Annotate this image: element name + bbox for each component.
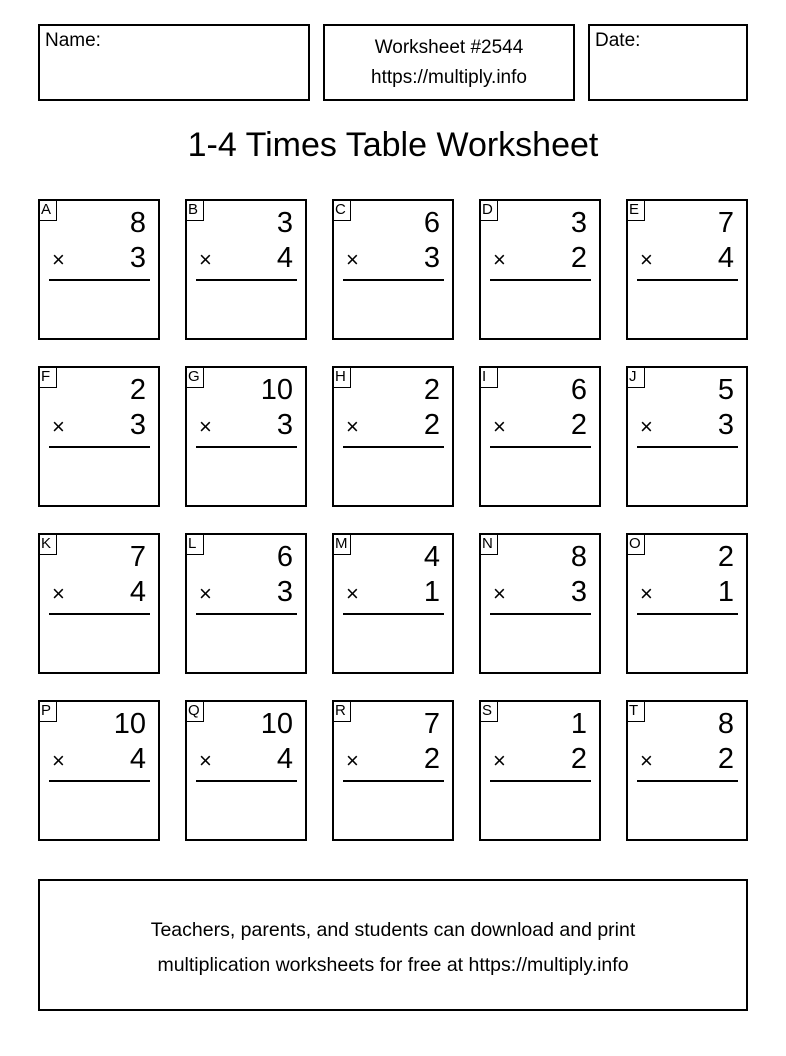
multiplier: 3 (129, 242, 146, 274)
multiplier: 1 (717, 576, 734, 608)
problem-card-p[interactable] (38, 700, 160, 841)
multiplicand: 1 (570, 708, 587, 740)
worksheet-url: https://multiply.info (371, 67, 527, 88)
multiplicand: 10 (260, 374, 293, 406)
problem-letter: F (38, 366, 57, 388)
multiply-operator: × (493, 581, 506, 606)
answer-line (343, 613, 444, 615)
worksheet-number: Worksheet #2544 (374, 37, 524, 58)
multiply-operator: × (493, 247, 506, 272)
problem-card-l[interactable] (185, 533, 307, 674)
multiplicand: 3 (276, 207, 293, 239)
answer-line (196, 279, 297, 281)
problem-letter: I (479, 366, 498, 388)
answer-line (196, 446, 297, 448)
problem-letter: J (626, 366, 645, 388)
multiplier: 3 (276, 409, 293, 441)
problem-letter: G (185, 366, 204, 388)
problem-letter: K (38, 533, 57, 555)
date-label: Date: (595, 30, 641, 51)
problem-letter: M (332, 533, 351, 555)
problem-card-e[interactable] (626, 199, 748, 340)
multiply-operator: × (346, 748, 359, 773)
multiply-operator: × (640, 414, 653, 439)
multiplier: 4 (129, 576, 146, 608)
problem-card-m[interactable] (332, 533, 454, 674)
problem-card-k[interactable] (38, 533, 160, 674)
multiplicand: 2 (717, 541, 734, 573)
footer-box (38, 879, 748, 1011)
multiplicand: 2 (423, 374, 440, 406)
answer-line (196, 780, 297, 782)
multiplicand: 7 (129, 541, 146, 573)
multiplier: 2 (570, 242, 587, 274)
problem-card-a[interactable] (38, 199, 160, 340)
multiplier: 2 (423, 409, 440, 441)
multiplicand: 4 (423, 541, 440, 573)
problem-letter: B (185, 199, 204, 221)
name-label: Name: (45, 30, 101, 51)
multiplicand: 3 (570, 207, 587, 239)
multiplicand: 7 (717, 207, 734, 239)
multiplier: 2 (717, 743, 734, 775)
multiplicand: 2 (129, 374, 146, 406)
problem-card-f[interactable] (38, 366, 160, 507)
footer-text (40, 913, 746, 983)
multiply-operator: × (52, 414, 65, 439)
multiplier: 3 (276, 576, 293, 608)
answer-line (196, 613, 297, 615)
answer-line (343, 446, 444, 448)
multiplier: 2 (570, 409, 587, 441)
problem-letter: O (626, 533, 645, 555)
problem-letter: L (185, 533, 204, 555)
problem-card-c[interactable] (332, 199, 454, 340)
multiply-operator: × (199, 247, 212, 272)
answer-line (343, 780, 444, 782)
multiplier: 2 (570, 743, 587, 775)
problem-card-s[interactable] (479, 700, 601, 841)
multiply-operator: × (493, 414, 506, 439)
answer-line (49, 613, 150, 615)
multiply-operator: × (199, 581, 212, 606)
problem-card-j[interactable] (626, 366, 748, 507)
multiplicand: 6 (570, 374, 587, 406)
answer-line (637, 279, 738, 281)
multiplier: 3 (570, 576, 587, 608)
problem-card-g[interactable] (185, 366, 307, 507)
multiplier: 4 (276, 242, 293, 274)
answer-line (637, 780, 738, 782)
multiply-operator: × (346, 247, 359, 272)
problem-letter: R (332, 700, 351, 722)
answer-line (490, 613, 591, 615)
multiply-operator: × (493, 748, 506, 773)
multiply-operator: × (346, 414, 359, 439)
answer-line (49, 446, 150, 448)
problem-card-n[interactable] (479, 533, 601, 674)
page-title: 1-4 Times Table Worksheet (187, 126, 599, 164)
multiplicand: 8 (129, 207, 146, 239)
multiply-operator: × (52, 748, 65, 773)
multiplier: 3 (717, 409, 734, 441)
problem-letter: Q (185, 700, 204, 722)
multiplier: 4 (276, 743, 293, 775)
multiplicand: 10 (113, 708, 146, 740)
problem-letter: A (38, 199, 57, 221)
multiply-operator: × (640, 748, 653, 773)
problem-letter: P (38, 700, 57, 722)
problem-card-t[interactable] (626, 700, 748, 841)
multiplicand: 7 (423, 708, 440, 740)
problem-letter: N (479, 533, 498, 555)
problem-letter: H (332, 366, 351, 388)
answer-line (49, 279, 150, 281)
problem-card-o[interactable] (626, 533, 748, 674)
problem-card-i[interactable] (479, 366, 601, 507)
multiply-operator: × (346, 581, 359, 606)
multiplier: 1 (423, 576, 440, 608)
multiply-operator: × (199, 748, 212, 773)
multiplicand: 10 (260, 708, 293, 740)
problem-letter: T (626, 700, 645, 722)
multiplicand: 5 (717, 374, 734, 406)
multiplier: 4 (129, 743, 146, 775)
answer-line (490, 446, 591, 448)
problem-card-h[interactable] (332, 366, 454, 507)
multiplicand: 8 (717, 708, 734, 740)
problem-card-r[interactable] (332, 700, 454, 841)
multiply-operator: × (52, 247, 65, 272)
multiplicand: 6 (423, 207, 440, 239)
answer-line (490, 780, 591, 782)
answer-line (49, 780, 150, 782)
problem-letter: D (479, 199, 498, 221)
multiply-operator: × (640, 247, 653, 272)
answer-line (490, 279, 591, 281)
problem-letter: S (479, 700, 498, 722)
multiply-operator: × (640, 581, 653, 606)
multiplier: 3 (129, 409, 146, 441)
problem-letter: E (626, 199, 645, 221)
multiplier: 3 (423, 242, 440, 274)
footer-line-2: multiplication worksheets for free at https://multiply.info (157, 954, 629, 976)
multiplier: 4 (717, 242, 734, 274)
multiply-operator: × (199, 414, 212, 439)
problem-card-b[interactable] (185, 199, 307, 340)
problem-card-d[interactable] (479, 199, 601, 340)
answer-line (343, 279, 444, 281)
multiply-operator: × (52, 581, 65, 606)
answer-line (637, 613, 738, 615)
footer-line-1: Teachers, parents, and students can download and print (150, 919, 636, 941)
multiplicand: 8 (570, 541, 587, 573)
problem-card-q[interactable] (185, 700, 307, 841)
multiplicand: 6 (276, 541, 293, 573)
answer-line (637, 446, 738, 448)
multiplier: 2 (423, 743, 440, 775)
problem-letter: C (332, 199, 351, 221)
